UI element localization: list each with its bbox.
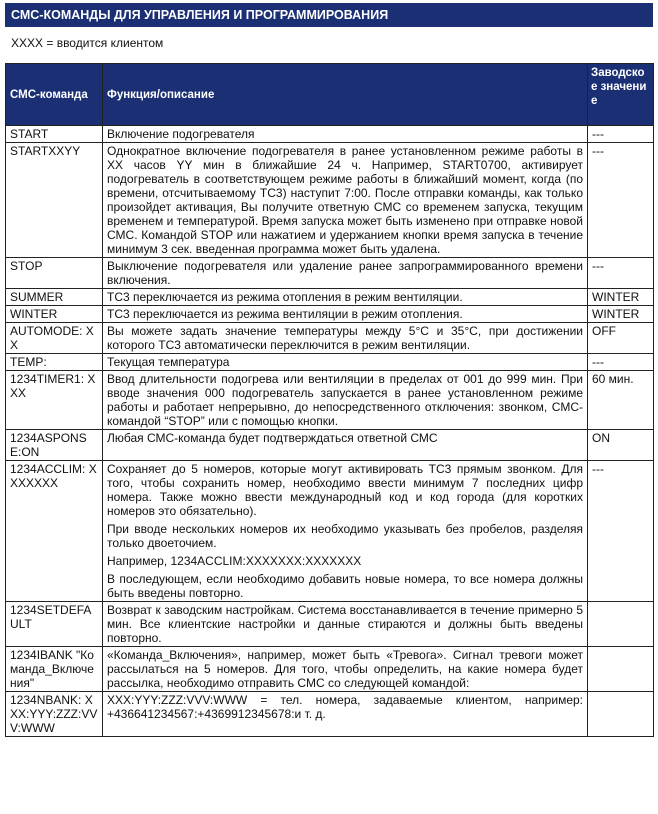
description-paragraph: XXX:YYY:ZZZ:VVV:WWW = тел. номера, задаваемые клиентом, например: +436641234567:+4369912345678:и т. д. bbox=[107, 693, 583, 721]
description-paragraph: TC3 переключается из режима отопления в режим вентиляции. bbox=[107, 290, 463, 304]
description-paragraph: Выключение подогревателя или удаление ранее запрограммированного времени включения. bbox=[107, 259, 583, 287]
description-cell bbox=[103, 289, 588, 306]
description-cell bbox=[103, 371, 588, 430]
table-row bbox=[6, 143, 654, 258]
command-cell: 1234TIMER1: XXX bbox=[6, 371, 103, 430]
table-row bbox=[6, 323, 654, 354]
table-row bbox=[6, 258, 654, 289]
description-cell bbox=[103, 692, 588, 737]
header-command: СМС-команда bbox=[6, 64, 103, 126]
description-cell bbox=[103, 258, 588, 289]
input-note: XXXX = вводится клиентом bbox=[11, 36, 164, 50]
table-row bbox=[6, 692, 654, 737]
description-paragraph: Включение подогревателя bbox=[107, 127, 255, 141]
description-paragraph: Ввод длительности подогрева или вентиляции в пределах от 001 до 999 мин. При вводе значения 000 подогреватель запускается в ранее установленном режиме работы и работает непрерывно, до непосредственного отключения: звонком, СМС-командой “STOP” или с помощью кнопки. bbox=[107, 372, 583, 428]
default-value-cell: --- bbox=[588, 126, 654, 143]
description-cell bbox=[103, 602, 588, 647]
description-paragraph: «Команда_Включения», например, может быть «Тревога». Сигнал тревоги может рассылаться на 5 номеров. Для того, чтобы определить, на какие номера будет рассылка, необходимо отправить СМС со следующей командой: bbox=[107, 648, 583, 690]
description-paragraph: Однократное включение подогревателя в ранее установленном режиме работы в XX часов YY мин в ближайшие 24 ч. Например, START0700, активирует подогреватель в соответствующем режиме работы в ближайший момент, когда (по времени, отсчитываемому TC3) наступит 7:00. После отправки команды, как только произойдет активация, Вы получите ответную СМС со временем запуска, текущим временем и температурой. Время запуска может быть изменено при отправке новой СМС. Командой STOP или нажатием и удержанием кнопки время запуска в течение минимум 3 сек. введенная программа может быть удалена. bbox=[107, 144, 583, 256]
command-cell: 1234IBANK "Команда_Включения" bbox=[6, 647, 103, 692]
default-value-cell: --- bbox=[588, 258, 654, 289]
default-value-cell: 60 мин. bbox=[588, 371, 654, 430]
header-default: Заводское значение bbox=[588, 64, 654, 126]
command-cell: TEMP: bbox=[6, 354, 103, 371]
default-value-cell: --- bbox=[588, 354, 654, 371]
table-row bbox=[6, 126, 654, 143]
command-cell: WINTER bbox=[6, 306, 103, 323]
command-cell: AUTOMODE: XX bbox=[6, 323, 103, 354]
description-paragraph: Например, 1234ACCLIM:XXXXXXX:XXXXXXX bbox=[107, 554, 362, 568]
description-cell bbox=[103, 647, 588, 692]
description-paragraph: Возврат к заводским настройкам. Система восстанавливается в течение примерно 5 мин. Все клиентские настройки и данные стираются и должны быть введены повторно. bbox=[107, 603, 583, 645]
default-value-cell bbox=[588, 692, 654, 737]
table-row bbox=[6, 354, 654, 371]
command-cell: 1234NBANK: XXX:YYY:ZZZ:VVV:WWW bbox=[6, 692, 103, 737]
description-cell bbox=[103, 126, 588, 143]
table-header-row bbox=[6, 64, 654, 126]
description-cell bbox=[103, 430, 588, 461]
description-cell bbox=[103, 143, 588, 258]
table-row bbox=[6, 461, 654, 602]
command-cell: 1234ASPONSE:ON bbox=[6, 430, 103, 461]
default-value-cell: WINTER bbox=[588, 306, 654, 323]
description-paragraph: Вы можете задать значение температуры между 5°C и 35°C, при достижении которого TC3 автоматически переключится в режим вентиляции. bbox=[107, 324, 583, 352]
table-row bbox=[6, 289, 654, 306]
description-paragraph: Текущая температура bbox=[107, 355, 230, 369]
default-value-cell: WINTER bbox=[588, 289, 654, 306]
table-row bbox=[6, 306, 654, 323]
default-value-cell bbox=[588, 602, 654, 647]
description-cell bbox=[103, 461, 588, 602]
page-title: СМС-КОМАНДЫ ДЛЯ УПРАВЛЕНИЯ И ПРОГРАММИРОВАНИЯ bbox=[5, 3, 653, 27]
description-paragraph: При вводе нескольких номеров их необходимо указывать без пробелов, разделяя только двоеточием. bbox=[107, 522, 583, 550]
default-value-cell: --- bbox=[588, 461, 654, 602]
description-cell bbox=[103, 323, 588, 354]
command-cell: STOP bbox=[6, 258, 103, 289]
table-row bbox=[6, 602, 654, 647]
default-value-cell: OFF bbox=[588, 323, 654, 354]
command-cell: SUMMER bbox=[6, 289, 103, 306]
command-cell: STARTXXYY bbox=[6, 143, 103, 258]
table-row bbox=[6, 371, 654, 430]
description-paragraph: TC3 переключается из режима вентиляции в режим отопления. bbox=[107, 307, 463, 321]
command-cell: 1234ACCLIM: XXXXXXX bbox=[6, 461, 103, 602]
description-cell bbox=[103, 306, 588, 323]
description-paragraph: Любая СМС-команда будет подтверждаться ответной СМС bbox=[107, 431, 438, 445]
default-value-cell: --- bbox=[588, 143, 654, 258]
description-cell bbox=[103, 354, 588, 371]
sms-commands-table bbox=[5, 63, 654, 737]
header-description: Функция/описание bbox=[103, 64, 588, 126]
table-row bbox=[6, 430, 654, 461]
command-cell: 1234SETDEFAULT bbox=[6, 602, 103, 647]
command-cell: START bbox=[6, 126, 103, 143]
default-value-cell bbox=[588, 647, 654, 692]
description-paragraph: Сохраняет до 5 номеров, которые могут активировать TC3 прямым звонком. Для того, чтобы сохранить номер, необходимо ввести минимум 7 последних цифр номера. Также можно ввести международный код и код города (для коротких номеров это обязательно). bbox=[107, 462, 583, 518]
description-paragraph: В последующем, если необходимо добавить новые номера, то все номера должны быть введены повторно. bbox=[107, 572, 583, 600]
default-value-cell: ON bbox=[588, 430, 654, 461]
table-row bbox=[6, 647, 654, 692]
